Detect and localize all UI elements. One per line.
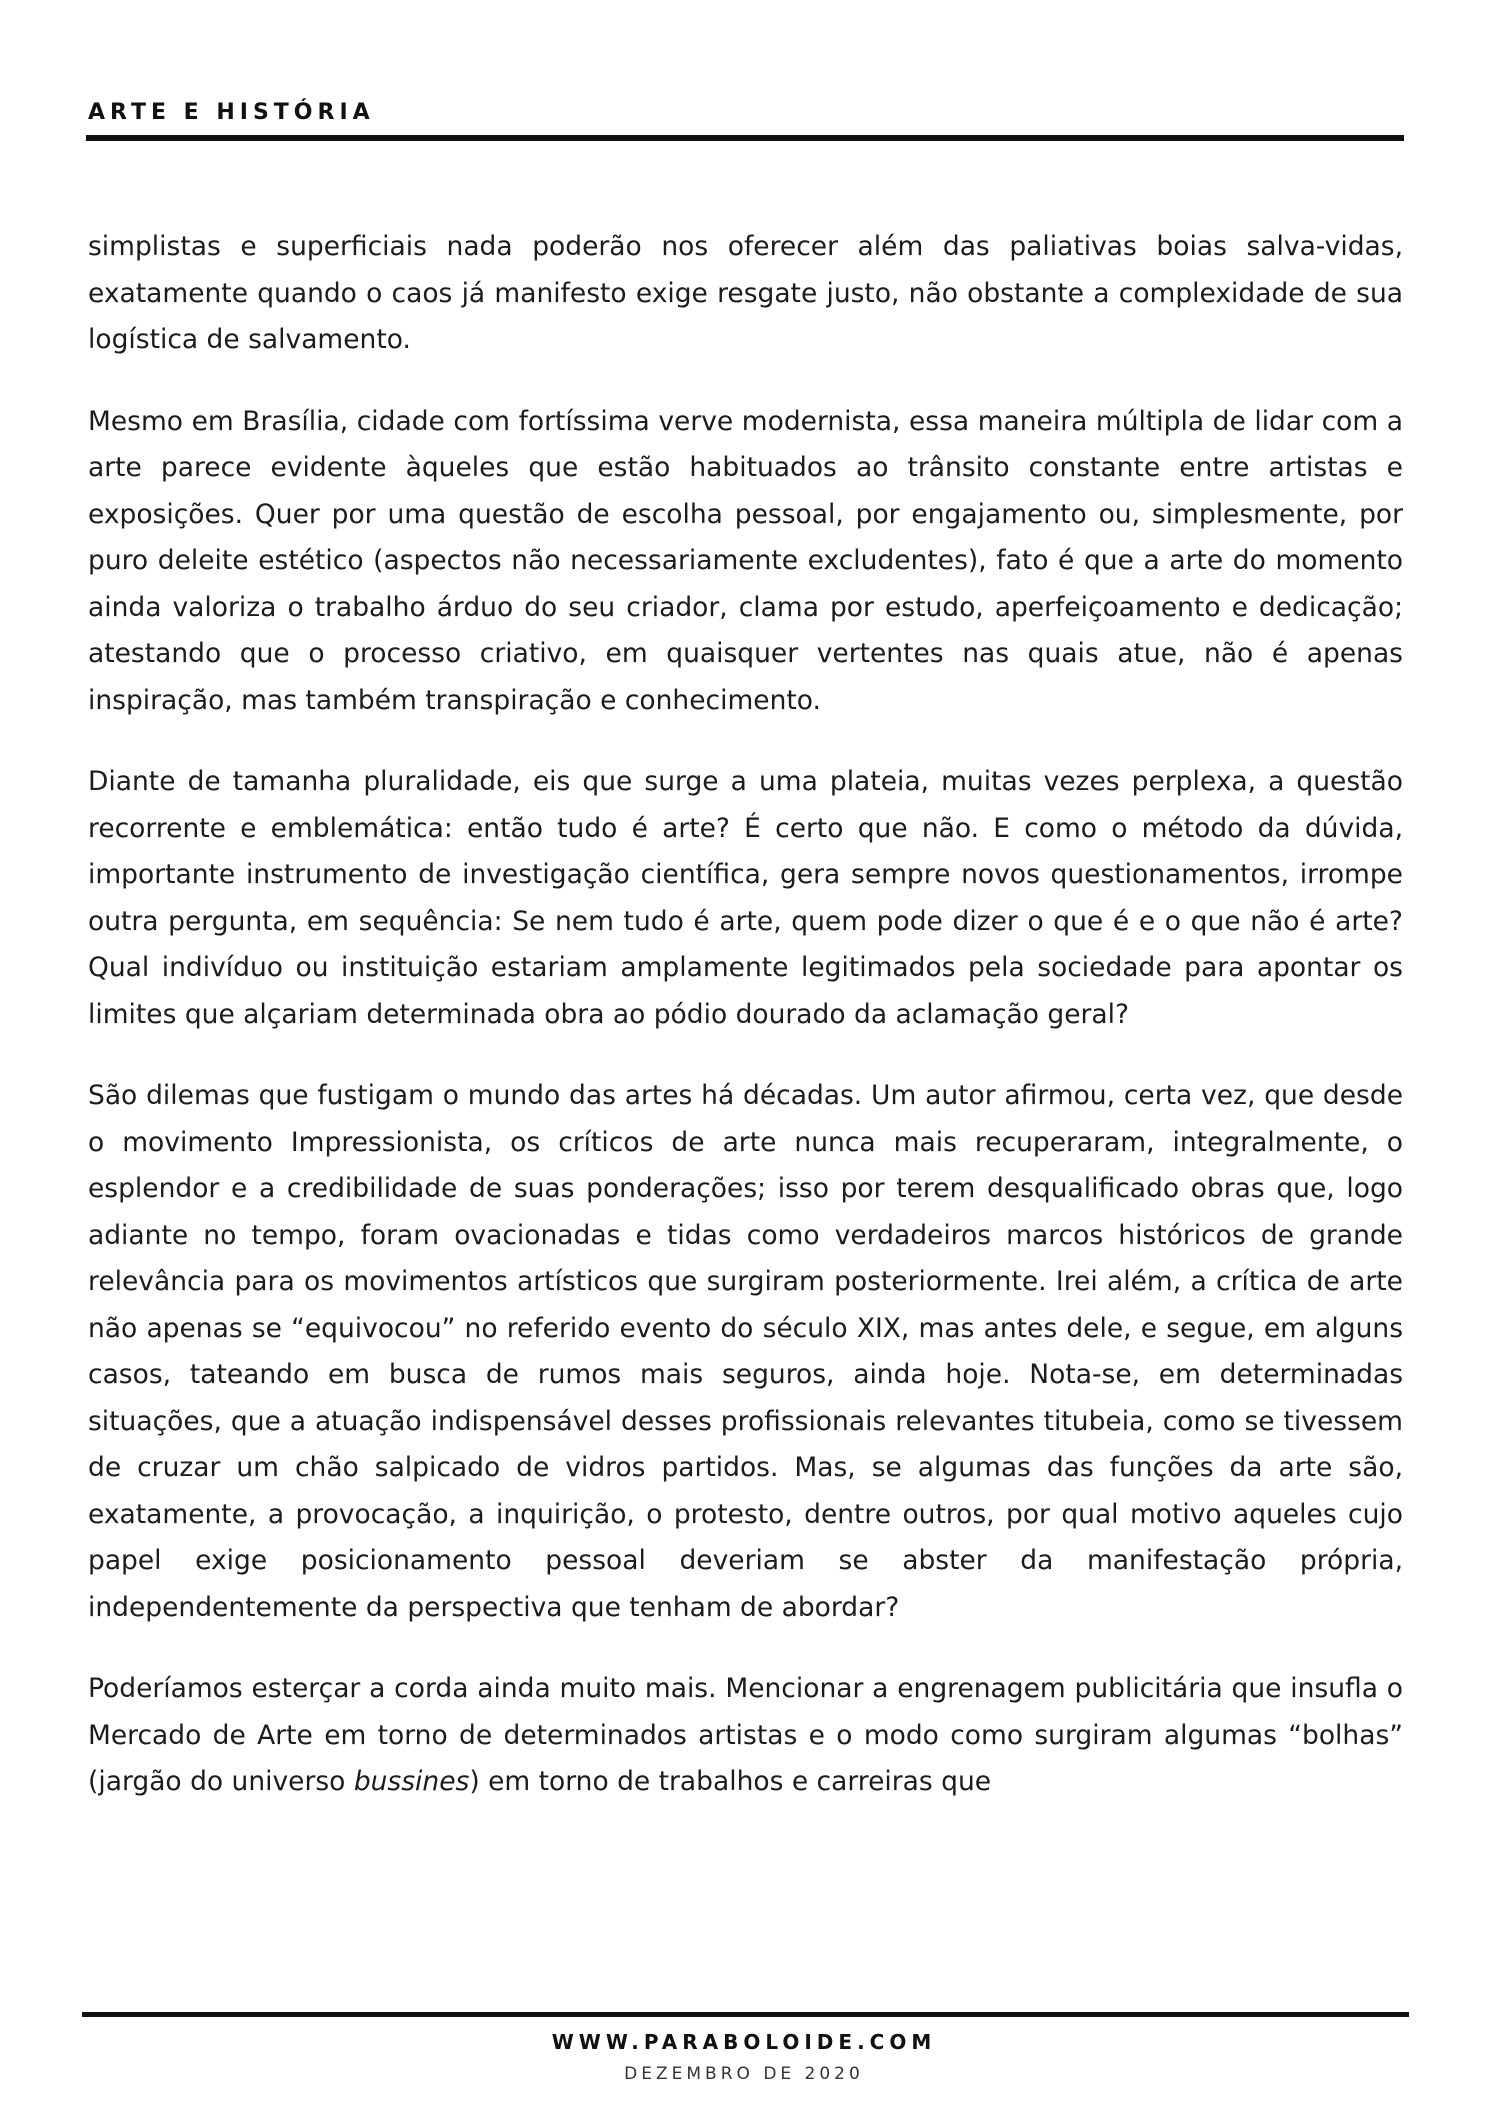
paragraph-2: Mesmo em Brasília, cidade com fortíssima verve modernista, essa maneira múltipla de lidar com a arte parece evidente àqueles que estão habituados ao trânsito constante entre artistas e exposições. Quer por uma questão de escolha pessoal, por engajamento ou, simplesmente, por puro deleite estético (aspectos não necessariamente excludentes), fato é que a arte do momento ainda valoriza o trabalho árduo do seu criador, clama por estudo, aperfeiçoamento e dedicação; atestando que o processo criativo, em quaisquer vertentes nas quais atue, não é apenas inspiração, mas também transpiração e conhecimento. xyxy=(88,405,1403,716)
paragraph-5-start: Poderíamos esterçar a corda ainda muito mais. Mencionar a engrenagem publicitária que insufla o Mercado de Arte em torno de determinados artistas e o modo como surgiram algumas “bolhas” (jargão do universo xyxy=(88,1673,1403,1797)
article-body xyxy=(88,224,1403,1841)
paragraph-4: São dilemas que fustigam o mundo das artes há décadas. Um autor afirmou, certa vez, que desde o movimento Impressionista, os críticos de arte nunca mais recuperaram, integralmente, o esplendor e a credibilidade de suas ponderações; isso por terem desqualificado obras que, logo adiante no tempo, foram ovacionadas e tidas como verdadeiros marcos históricos de grande relevância para os movimentos artísticos que surgiram posteriormente. Irei além, a crítica de arte não apenas se “equivocou” no referido evento do século XIX, mas antes dele, e segue, em alguns casos, tateando em busca de rumos mais seguros, ainda hoje. Nota-se, em determinadas situações, que a atuação indispensável desses profissionais relevantes titubeia, como se tivessem de cruzar um chão salpicado de vidros partidos. Mas, se algumas das funções da arte são, exatamente, a provocação, a inquirição, o protesto, dentre outros, por qual motivo aqueles cujo papel exige posicionamento pessoal deveriam se abster da manifestação própria, independentemente da perspectiva que tenham de abordar? xyxy=(88,1080,1403,1623)
section-title: ARTE E HISTÓRIA xyxy=(88,100,375,125)
footer-website[interactable]: WWW.PARABOLOIDE.COM xyxy=(551,2030,937,2054)
paragraph-1: simplistas e superficiais nada poderão nos oferecer além das paliativas boias salva-vidas, exatamente quando o caos já manifesto exige resgate justo, não obstante a complexidade de sua logística de salvamento. xyxy=(88,231,1403,355)
paragraph-3: Diante de tamanha pluralidade, eis que surge a uma plateia, muitas vezes perplexa, a questão recorrente e emblemática: então tudo é arte? É certo que não. E como o método da dúvida, importante instrumento de investigação científica, gera sempre novos questionamentos, irrompe outra pergunta, em sequência: Se nem tudo é arte, quem pode dizer o que é e o que não é arte? Qual indivíduo ou instituição estariam amplamente legitimados pela sociedade para apontar os limites que alçariam determinada obra ao pódio dourado da aclamação geral? xyxy=(88,766,1403,1030)
paragraph-5 xyxy=(88,1666,1403,1806)
header-divider xyxy=(86,135,1404,141)
italic-term: bussines xyxy=(353,1766,470,1797)
paragraph-5-end: ) em torno de trabalhos e carreiras que xyxy=(469,1766,992,1797)
footer-date: DEZEMBRO DE 2020 xyxy=(624,2064,864,2084)
footer-divider xyxy=(82,2012,1409,2017)
